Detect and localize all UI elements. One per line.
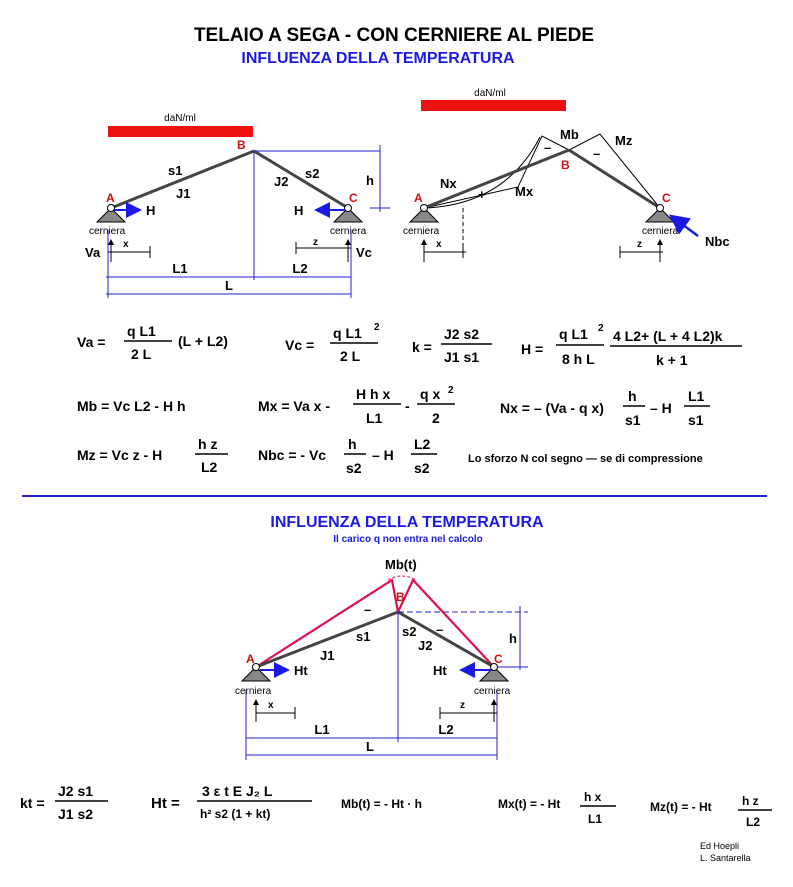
- formula-Va-den: 2 L: [131, 346, 152, 362]
- formula-Vc-lhs: Vc =: [285, 337, 315, 353]
- formula-Mz-lhs: Mz = Vc z - H: [77, 447, 163, 463]
- label-L1-left: L1: [172, 261, 188, 276]
- node-A-left: A: [106, 191, 115, 205]
- support-A-label: cerniera: [89, 226, 126, 237]
- formula-H-num2: 4 L2+ (L + 4 L2)k: [613, 328, 723, 344]
- formula-Mx-f1-den: L1: [366, 410, 383, 426]
- label-J2-bottom: J2: [418, 638, 433, 653]
- node-B-bottom: B: [396, 590, 405, 604]
- formula-kt-num: J2 s1: [58, 783, 94, 799]
- sign-minus-1: –: [544, 140, 552, 155]
- label-Mbt: Mb(t): [385, 557, 417, 572]
- formula-Mx-f2-den: 2: [432, 410, 440, 426]
- formula-Mx-f1-num: H h x: [356, 386, 391, 402]
- formula-kt-den: J1 s2: [58, 806, 94, 822]
- support-C-label-right: cerniera: [642, 226, 679, 237]
- label-z-bottom: z: [460, 700, 465, 711]
- formula-Nbc-f1-num: h: [348, 436, 357, 452]
- load-bar-right: [421, 100, 566, 111]
- formula-Nx-f1-den: s1: [625, 412, 641, 428]
- label-x-bottom: x: [268, 700, 274, 711]
- formula-Va-lhs: Va =: [77, 334, 106, 350]
- formula-k-den: J1 s1: [444, 349, 480, 365]
- label-H-C: H: [294, 203, 304, 218]
- node-B-right: B: [561, 158, 570, 172]
- node-C-left: C: [349, 191, 358, 205]
- formula-H-num1: q L1: [559, 326, 588, 342]
- load-label-left: daN/ml: [164, 113, 196, 124]
- formula-Mxt-num: h x: [584, 790, 602, 804]
- formula-Nx-f1-num: h: [628, 388, 637, 404]
- formula-k-num: J2 s2: [444, 326, 480, 342]
- label-L2-left: L2: [292, 261, 308, 276]
- formula-Vc-den: 2 L: [340, 348, 361, 364]
- label-Mx: Mx: [515, 184, 534, 199]
- support-A-label-bottom: cerniera: [235, 686, 272, 697]
- formula-H-den1: 8 h L: [562, 351, 595, 367]
- node-C-bottom: C: [494, 652, 503, 666]
- credit-author: L. Santarella: [700, 853, 751, 863]
- label-Vc: Vc: [356, 245, 372, 260]
- label-L-left: L: [225, 278, 233, 293]
- formula-H-den2: k + 1: [656, 352, 688, 368]
- label-Ht-A: Ht: [294, 663, 308, 678]
- formula-Va-num: q L1: [127, 323, 156, 339]
- label-s2-bottom: s2: [402, 624, 417, 639]
- note-compression: Lo sforzo N col segno — se di compressione: [468, 453, 703, 465]
- sign-minus-bottom-1: –: [364, 602, 372, 617]
- label-z-left: z: [313, 237, 318, 248]
- label-L-bottom: L: [366, 739, 374, 754]
- label-J1: J1: [176, 186, 191, 201]
- formula-Nbc-mid: – H: [372, 447, 394, 463]
- label-Mb: Mb: [560, 127, 579, 142]
- formula-Vc-exp: 2: [374, 322, 380, 333]
- label-s1-bottom: s1: [356, 629, 371, 644]
- node-B-left: B: [237, 138, 246, 152]
- diagram-left: [85, 113, 390, 298]
- formulas-1: [77, 322, 742, 476]
- label-x-left: x: [123, 239, 129, 250]
- node-C-right: C: [662, 191, 671, 205]
- label-h-bottom: h: [509, 631, 517, 646]
- beam-left-s2: [254, 151, 348, 208]
- label-h-left: h: [366, 173, 374, 188]
- formula-Nx-lhs: Nx = – (Va - q x): [500, 400, 604, 416]
- formula-Ht-lhs: Ht =: [151, 795, 180, 812]
- formula-Nx-mid: – H: [650, 400, 672, 416]
- formula-Mx-f2-exp: 2: [448, 385, 454, 396]
- label-Ht-C: Ht: [433, 663, 447, 678]
- support-C-label-bottom: cerniera: [474, 686, 511, 697]
- node-A-right: A: [414, 191, 423, 205]
- formula-Ht-den: h² s2 (1 + kt): [200, 807, 271, 821]
- formula-Va-tail: (L + L2): [178, 333, 228, 349]
- label-Nbc: Nbc: [705, 234, 730, 249]
- label-H-A: H: [146, 203, 156, 218]
- formula-Mb: Mb = Vc L2 - H h: [77, 398, 186, 414]
- diagram-right: [403, 88, 730, 262]
- formula-Nx-f2-num: L1: [688, 388, 705, 404]
- section2-note: Il carico q non entra nel calcolo: [333, 534, 483, 545]
- formula-Mx-lhs: Mx = Va x -: [258, 398, 330, 414]
- load-bar-left: [108, 126, 253, 137]
- formula-Nx-f2-den: s1: [688, 412, 704, 428]
- label-x-right: x: [436, 239, 442, 250]
- sign-minus-2: –: [593, 146, 601, 161]
- formula-kt-lhs: kt =: [20, 795, 45, 811]
- label-s2: s2: [305, 166, 320, 181]
- formula-Mzt-lhs: Mz(t) = - Ht: [650, 800, 712, 814]
- label-Nx: Nx: [440, 176, 457, 191]
- label-J1-bottom: J1: [320, 648, 335, 663]
- formula-k-lhs: k =: [412, 339, 432, 355]
- support-C-label: cerniera: [330, 226, 367, 237]
- node-A-bottom: A: [246, 652, 255, 666]
- sign-minus-bottom-2: –: [436, 622, 444, 637]
- label-Mz: Mz: [615, 133, 633, 148]
- beam-bottom-s2: [398, 612, 494, 667]
- load-label-right: daN/ml: [474, 88, 506, 99]
- formula-Nbc-f1-den: s2: [346, 460, 362, 476]
- label-L2-bottom: L2: [438, 722, 454, 737]
- beam-right-s2: [569, 150, 660, 208]
- formula-H-exp: 2: [598, 323, 604, 334]
- diagram-bottom: [235, 557, 528, 760]
- formula-Mzt-num: h z: [742, 794, 759, 808]
- formula-Mxt-lhs: Mx(t) = - Ht: [498, 797, 561, 811]
- formula-Mx-mid: -: [405, 398, 410, 414]
- label-L1-bottom: L1: [314, 722, 330, 737]
- formula-Nbc-f2-num: L2: [414, 436, 431, 452]
- page-title: TELAIO A SEGA - CON CERNIERE AL PIEDE: [193, 25, 595, 46]
- formula-Vc-num: q L1: [333, 325, 362, 341]
- formulas-2: [20, 783, 772, 829]
- sign-plus: +: [478, 187, 486, 202]
- formula-Mzt-den: L2: [746, 815, 761, 829]
- label-s1: s1: [168, 163, 183, 178]
- label-z-right: z: [637, 239, 642, 250]
- formula-Ht-num: 3 ε t E J₂ L: [202, 783, 273, 799]
- formula-Mx-f2-num: q x: [420, 386, 441, 402]
- support-A-label-right: cerniera: [403, 226, 440, 237]
- formula-Mz-num: h z: [198, 436, 218, 452]
- formula-H-lhs: H =: [521, 341, 544, 357]
- label-Va: Va: [85, 245, 101, 260]
- formula-Mz-den: L2: [201, 459, 218, 475]
- formula-Nbc-lhs: Nbc = - Vc: [258, 447, 327, 463]
- label-J2: J2: [274, 174, 289, 189]
- formula-Nbc-f2-den: s2: [414, 460, 430, 476]
- formula-Mxt-den: L1: [588, 812, 603, 826]
- formula-Mbt: Mb(t) = - Ht · h: [341, 797, 422, 811]
- credit-publisher: Ed Hoepli: [700, 841, 740, 851]
- page-subtitle: INFLUENZA DELLA TEMPERATURA: [241, 50, 515, 67]
- section2-title: INFLUENZA DELLA TEMPERATURA: [270, 514, 544, 531]
